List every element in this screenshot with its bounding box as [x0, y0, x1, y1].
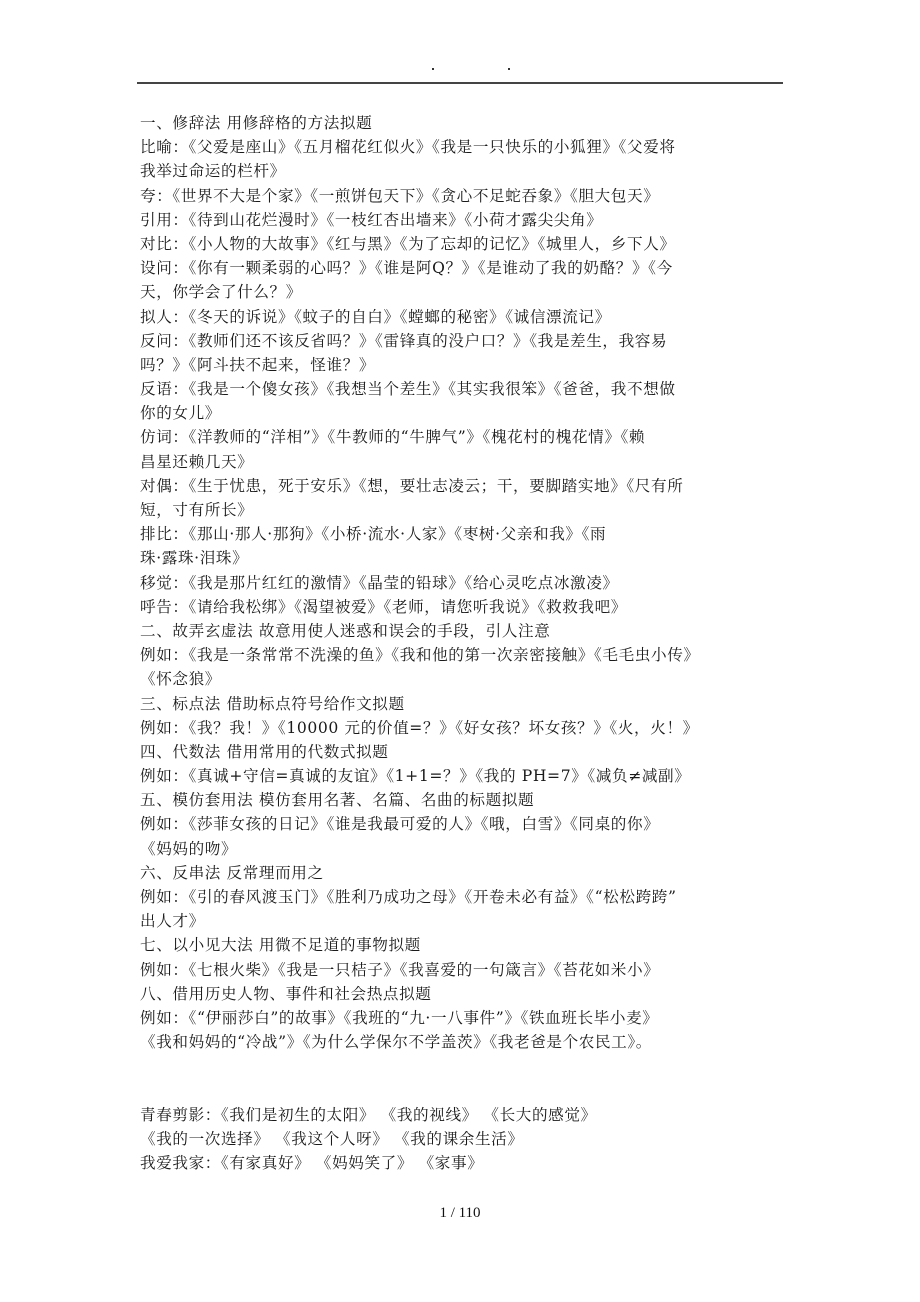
text-line: 青春剪影：《我们是初生的太阳》 《我的视线》 《长大的感觉》: [140, 1105, 597, 1124]
text-line: 《怀念狼》: [140, 670, 221, 689]
text-line: 珠·露珠·泪珠》: [140, 549, 249, 568]
text-line: 仿词：《洋教师的“洋相”》《牛教师的“牛脾气”》《槐花村的槐花情》《赖: [140, 428, 646, 447]
text-line: 出人才》: [140, 912, 205, 931]
text-line: 排比：《那山·那人·那狗》《小桥·流水·人家》《枣树·父亲和我》《雨: [140, 525, 607, 544]
section-heading: 三、标点法 借助标点符号给作文拟题: [140, 694, 405, 713]
section-heading: 六、反串法 反常理而用之: [140, 863, 324, 882]
text-line: 设问：《你有一颗柔弱的心吗？》《谁是阿Q？》《是谁动了我的奶酪？》《今: [140, 259, 673, 278]
section-heading: 七、以小见大法 用微不足道的事物拟题: [140, 936, 421, 955]
text-line: 例如：《七根火柴》《我是一只桔子》《我喜爱的一句箴言》《苔花如米小》: [140, 960, 660, 979]
text-line: 短，寸有所长》: [140, 501, 254, 519]
text-line: 《我和妈妈的“冷战”》《为什么学保尔不学盖茨》《我老爸是个农民工》。: [140, 1033, 652, 1052]
text-line: 《我的一次选择》 《我这个人呀》 《我的课余生活》: [140, 1129, 524, 1148]
text-line: 拟人：《冬天的诉说》《蚊子的自白》《螳螂的秘密》《诚信漂流记》: [140, 307, 611, 326]
text-line: 《妈妈的吻》: [140, 839, 238, 858]
text-line: 对偶：《生于忧患，死于安乐》《想，要壮志凌云；干，要脚踏实地》《尺有所: [140, 476, 684, 495]
text-line: 夸：《世界不大是个家》《一煎饼包天下》《贪心不足蛇吞象》《胆大包天》: [140, 186, 660, 205]
text-line: 呼告：《请给我松绑》《渴望被爱》《老师，请您听我说》《救救我吧》: [140, 597, 628, 616]
text-line: 我爱我家：《有家真好》 《妈妈笑了》 《家事》: [140, 1154, 484, 1173]
text-line: 例如：《我？我！》《10000 元的价值=？》《好女孩？坏女孩？》《火，火！》: [140, 718, 699, 737]
text-line: 你的女儿》: [140, 404, 221, 423]
paragraph-gap: [140, 1054, 786, 1102]
page-header-marks: [0, 68, 920, 78]
section-heading: 五、模仿套用法 模仿套用名著、名篇、名曲的标题拟题: [140, 791, 535, 810]
text-line: 反语：《我是一个傻女孩》《我想当个差生》《其实我很笨》《爸爸，我不想做: [140, 380, 676, 399]
section-heading: 四、代数法 借用常用的代数式拟题: [140, 742, 389, 761]
page-separator: /: [446, 1205, 459, 1221]
text-line: 例如：《“伊丽莎白”的故事》《我班的“九·一八事件”》《铁血班长毕小麦》: [140, 1008, 659, 1027]
text-line: 比喻：《父爱是座山》《五月榴花红似火》《我是一只快乐的小狐狸》《父爱将: [140, 138, 676, 157]
text-line: 例如：《引的春风渡玉门》《胜利乃成功之母》《开卷未必有益》《“松松跨跨”: [140, 888, 677, 906]
header-dot: [432, 68, 434, 70]
header-rule: [137, 82, 783, 84]
header-dot: [508, 68, 510, 70]
text-line: 反问：《教师们还不该反省吗？》《雷锋真的没户口？》《我是差生，我容易: [140, 331, 668, 350]
text-line: 移觉：《我是那片红红的激情》《晶莹的铅球》《给心灵吃点冰激凌》: [140, 573, 619, 592]
text-line: 例如：《我是一条常常不洗澡的鱼》《我和他的第一次亲密接触》《毛毛虫小传》: [140, 646, 700, 665]
text-line: 我举过命运的栏杆》: [140, 162, 286, 181]
text-line: 吗？》《阿斗扶不起来，怪谁？》: [140, 355, 376, 374]
section-heading: 一、修辞法 用修辞格的方法拟题: [140, 114, 373, 132]
document-body: [140, 111, 786, 1175]
section-heading: 二、故弄玄虚法 故意用使人迷惑和误会的手段，引人注意: [140, 621, 551, 640]
text-line: 对比：《小人物的大故事》《红与黑》《为了忘却的记忆》《城里人，乡下人》: [140, 234, 676, 253]
text-line: 天，你学会了什么？》: [140, 283, 302, 302]
page-current: 1: [439, 1205, 447, 1221]
section-heading: 八、借用历史人物、事件和社会热点拟题: [140, 984, 432, 1003]
text-line: 例如：《莎菲女孩的日记》《谁是我最可爱的人》《哦，白雪》《同桌的你》: [140, 815, 660, 834]
text-line: 引用：《待到山花烂漫时》《一枝红杏出墙来》《小荷才露尖尖角》: [140, 210, 603, 229]
text-line: 例如：《真诚+守信=真诚的友谊》《1+1=？》《我的 PH=7》《减负≠减副》: [140, 767, 691, 786]
page-number: [0, 1205, 920, 1222]
text-line: 昌星还赖几天》: [140, 452, 254, 471]
page-total: 110: [458, 1205, 481, 1221]
